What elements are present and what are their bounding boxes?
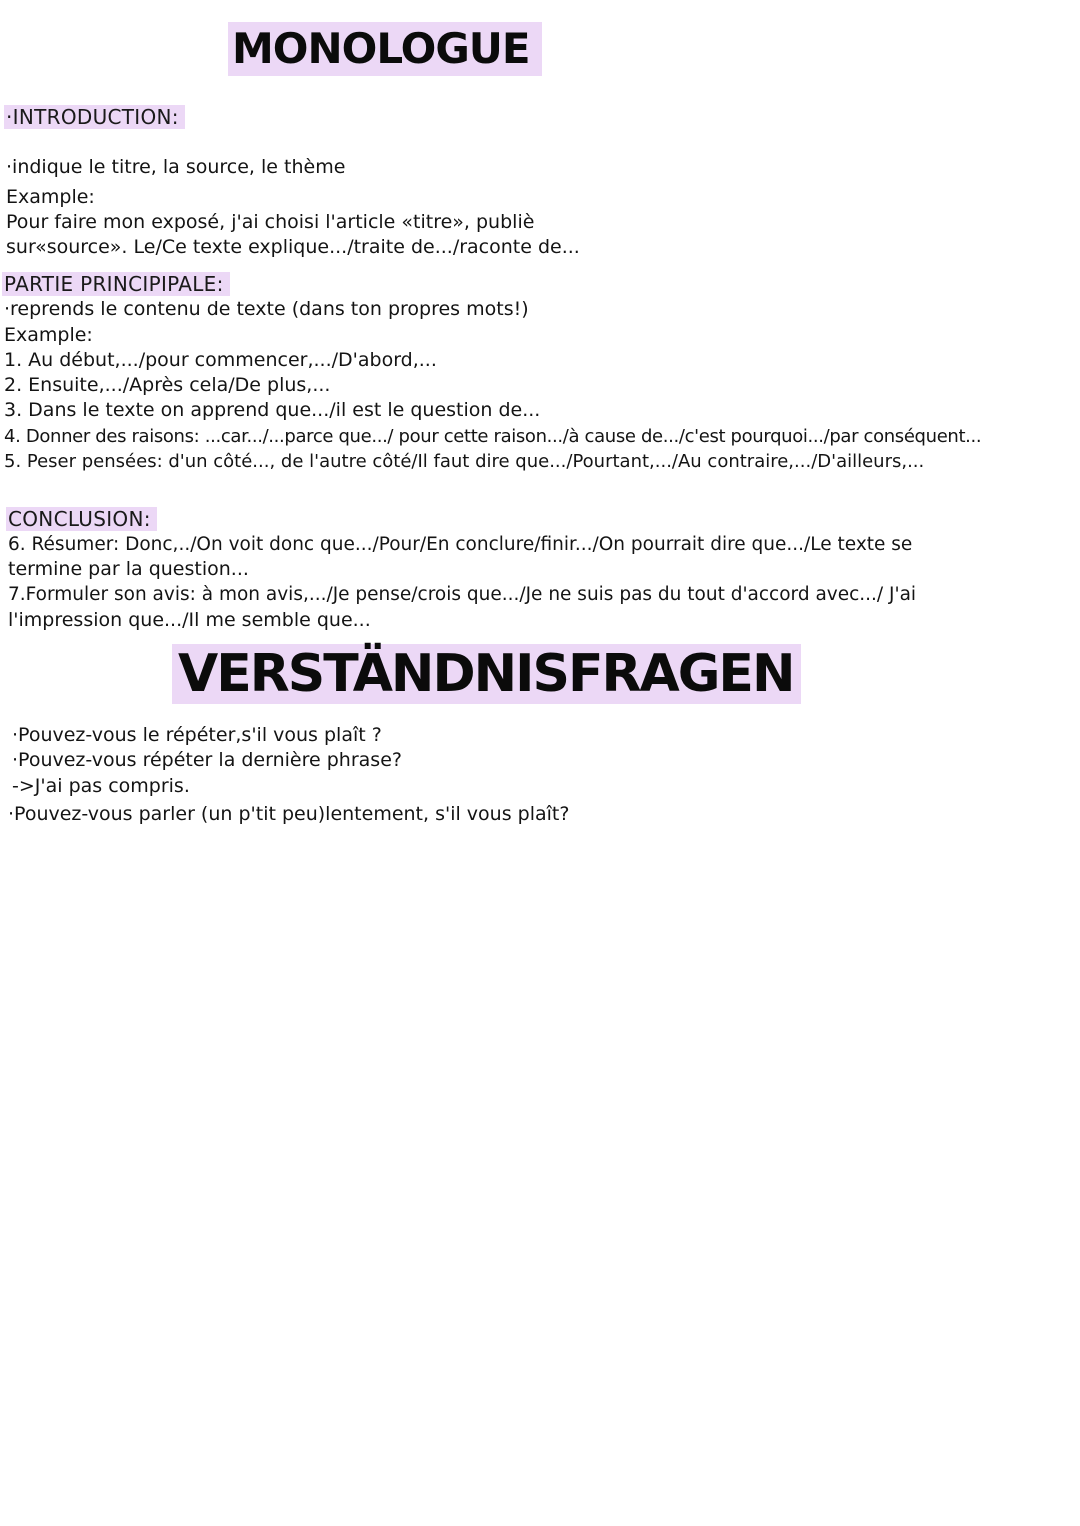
intro-line-3: Pour faire mon exposé, j'ai choisi l'article «titre», publiè [6, 211, 535, 233]
question-line-4: ·Pouvez-vous parler (un p'tit peu)lentement, s'il vous plaît? [8, 803, 570, 825]
question-line-2: ·Pouvez-vous répéter la dernière phrase? [12, 749, 402, 771]
title-verstaendnisfragen-text: VERSTÄNDNISFRAGEN [172, 644, 801, 704]
intro-line-2: Example: [6, 186, 95, 208]
question-line-1: ·Pouvez-vous le répéter,s'il vous plaît ? [12, 724, 382, 746]
heading-partie-principale-text: PARTIE PRINCIPIPALE: [2, 272, 230, 296]
partie-line-2: Example: [4, 324, 93, 346]
partie-line-1: ·reprends le contenu de texte (dans ton propres mots!) [4, 298, 529, 320]
partie-line-3: 1. Au début,.../pour commencer,.../D'abord,... [4, 349, 437, 371]
conclusion-line-1: 6. Résumer: Donc,../On voit donc que.../Pour/En conclure/finir.../On pourrait dire que.../Le texte se [8, 534, 913, 555]
intro-line-4: sur«source». Le/Ce texte explique.../traite de.../raconte de... [6, 236, 580, 258]
conclusion-line-4: l'impression que.../Il me semble que... [8, 609, 371, 631]
partie-line-4: 2. Ensuite,.../Après cela/De plus,... [4, 374, 331, 396]
heading-conclusion-text: CONCLUSION: [6, 507, 157, 531]
page-title-monologue [228, 22, 542, 76]
question-line-3: ->J'ai pas compris. [12, 775, 190, 797]
conclusion-line-3: 7.Formuler son avis: à mon avis,.../Je pense/crois que.../Je ne suis pas du tout d'accord avec.../ J'ai [8, 584, 917, 605]
title-monologue-text: MONOLOGUE [228, 22, 542, 76]
partie-line-7: 5. Peser pensées: d'un côté..., de l'autre côté/Il faut dire que.../Pourtant,.../Au contraire,.../D'ailleurs,... [4, 451, 925, 472]
heading-introduction-text: ·INTRODUCTION: [4, 105, 185, 129]
heading-conclusion [6, 506, 157, 532]
conclusion-line-2: termine par la question... [8, 558, 249, 580]
heading-introduction [4, 104, 185, 130]
heading-partie-principale [2, 271, 230, 297]
partie-line-6: 4. Donner des raisons: ...car.../...parce que.../ pour cette raison.../à cause de.../c'est pourquoi.../par conséquent... [4, 426, 982, 447]
intro-line-1: ·indique le titre, la source, le thème [6, 156, 346, 178]
partie-line-5: 3. Dans le texte on apprend que.../il est le question de... [4, 399, 541, 421]
page-title-verstaendnisfragen [172, 644, 801, 704]
